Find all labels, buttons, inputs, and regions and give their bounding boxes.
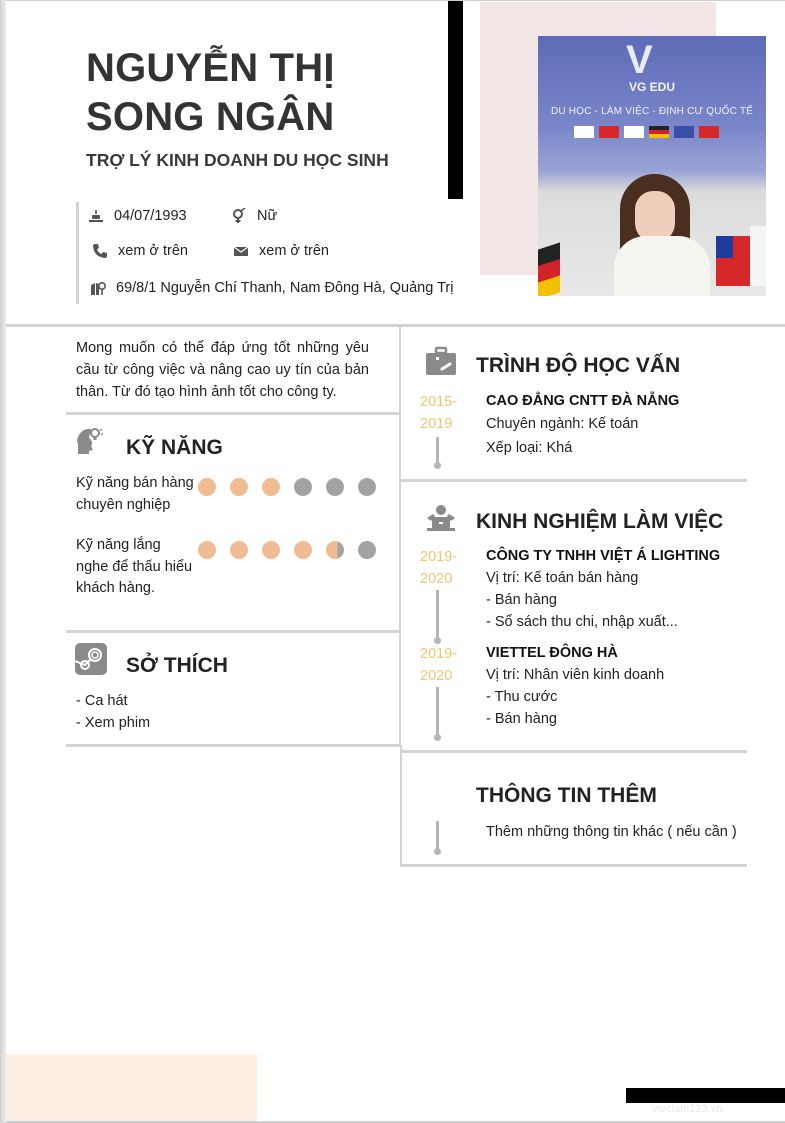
page-border-top (6, 0, 785, 1)
steam-icon (75, 643, 106, 674)
rating-dot-filled (294, 541, 312, 559)
contact-birthday: 04/07/1993 (88, 208, 187, 224)
experience-detail: - Thu cước (486, 689, 558, 705)
header-divider (6, 324, 785, 327)
name-line-1: NGUYỄN THỊ (86, 46, 335, 90)
rating-dot-filled (198, 541, 216, 559)
education-detail: Chuyên ngành: Kế toán (486, 416, 639, 432)
skill-rating (198, 478, 376, 496)
experience-year-start: 2019- (420, 646, 458, 662)
photo-logo-text: VG EDU (628, 80, 675, 94)
candidate-name (86, 44, 335, 142)
education-year-end: 2019 (420, 416, 453, 432)
decorative-peach-block (6, 1054, 257, 1121)
experience-detail: - Bán hàng (486, 711, 557, 727)
skills-divider (66, 630, 400, 633)
timeline-dot (434, 848, 441, 855)
envelope-icon (233, 243, 249, 259)
experience-detail: Vị trí: Kế toán bán hàng (486, 570, 639, 586)
experience-divider (400, 750, 747, 753)
column-divider-left (399, 326, 401, 746)
timeline-line (436, 821, 439, 851)
photo-logo-mark: V (626, 38, 653, 82)
experience-detail: Vị trí: Nhân viên kinh doanh (486, 667, 665, 683)
experience-year-start: 2019- (420, 549, 458, 565)
rating-dot-filled (198, 478, 216, 496)
additional-divider (400, 864, 747, 867)
education-detail: Xếp loại: Khá (486, 440, 573, 456)
education-year-start: 2015- (420, 394, 458, 410)
contact-address: 69/8/1 Nguyễn Chí Thanh, Nam Đông Hà, Quảng Trị (90, 280, 453, 296)
skills-title: KỸ NĂNG (126, 436, 223, 459)
education-divider (400, 479, 747, 482)
column-divider-right (400, 745, 402, 867)
rating-dot-filled (230, 478, 248, 496)
experience-year-end: 2020 (420, 668, 453, 684)
objective-divider (66, 412, 400, 415)
timeline-dot (434, 734, 441, 741)
contact-email: xem ở trên (233, 243, 329, 259)
experience-year-end: 2020 (420, 571, 453, 587)
additional-title: THÔNG TIN THÊM (476, 784, 657, 807)
photo-banner-text: DU HỌC - LÀM VIỆC - ĐỊNH CƯ QUỐC TẾ (550, 106, 754, 117)
person-laptop-icon (425, 502, 457, 530)
contact-info (76, 202, 79, 304)
timeline-line (436, 437, 439, 465)
watermark: vieclam123.vn (652, 1103, 723, 1115)
rating-dot-filled (262, 541, 280, 559)
briefcase-icon (425, 346, 457, 376)
timeline-line (436, 590, 439, 640)
rating-dot-filled (262, 478, 280, 496)
profile-photo (538, 36, 766, 296)
job-title: TRỢ LÝ KINH DOANH DU HỌC SINH (86, 150, 389, 170)
hobbies-divider (66, 744, 400, 747)
rating-dot-partial (326, 541, 344, 559)
experience-title: KINH NGHIỆM LÀM VIỆC (476, 510, 724, 533)
timeline-line (436, 687, 439, 737)
rating-dot-empty (326, 478, 344, 496)
map-pin-icon (90, 280, 106, 296)
hobby-item: - Xem phim (76, 715, 151, 731)
rating-dot-empty (358, 478, 376, 496)
experience-company: CÔNG TY TNHH VIỆT Á LIGHTING (486, 548, 721, 564)
name-line-2: SONG NGÂN (86, 95, 335, 139)
education-school: CAO ĐẲNG CNTT ĐÀ NẴNG (486, 393, 680, 409)
experience-detail: - Bán hàng (486, 592, 557, 608)
birthday-cake-icon (88, 208, 104, 224)
head-lightbulb-icon (75, 424, 107, 456)
hobby-item: - Ca hát (76, 693, 128, 709)
photo-flags (574, 126, 719, 138)
contact-phone: xem ở trên (92, 243, 188, 259)
hobbies-title: SỞ THÍCH (126, 654, 228, 677)
experience-detail: - Sổ sách thu chi, nhập xuất... (486, 614, 678, 630)
contact-gender: Nữ (231, 208, 277, 224)
rating-dot-empty (358, 541, 376, 559)
decorative-black-bar (448, 1, 463, 199)
skill-label: Kỹ năng bán hàng chuyên nghiệp (76, 475, 194, 513)
timeline-dot (434, 462, 441, 469)
phone-icon (92, 243, 108, 259)
rating-dot-empty (294, 478, 312, 496)
education-title: TRÌNH ĐỘ HỌC VẤN (476, 354, 681, 377)
experience-company: VIETTEL ĐÔNG HÀ (486, 645, 618, 661)
rating-dot-filled (230, 541, 248, 559)
gender-icon (231, 208, 247, 224)
skill-label: Kỹ năng lắng nghe để thấu hiểu khách hàng. (76, 537, 193, 596)
additional-text: Thêm những thông tin khác ( nếu cần ) (486, 824, 737, 840)
career-objective: Mong muốn có thể đáp ứng tốt những yêu cầu từ công việc và nâng cao uy tín của bản thân. Từ đó tạo hình ảnh tốt cho công ty. (76, 340, 369, 400)
decorative-black-bar-bottom (626, 1088, 785, 1103)
page-shadow (0, 0, 6, 1123)
skill-rating (198, 541, 376, 559)
